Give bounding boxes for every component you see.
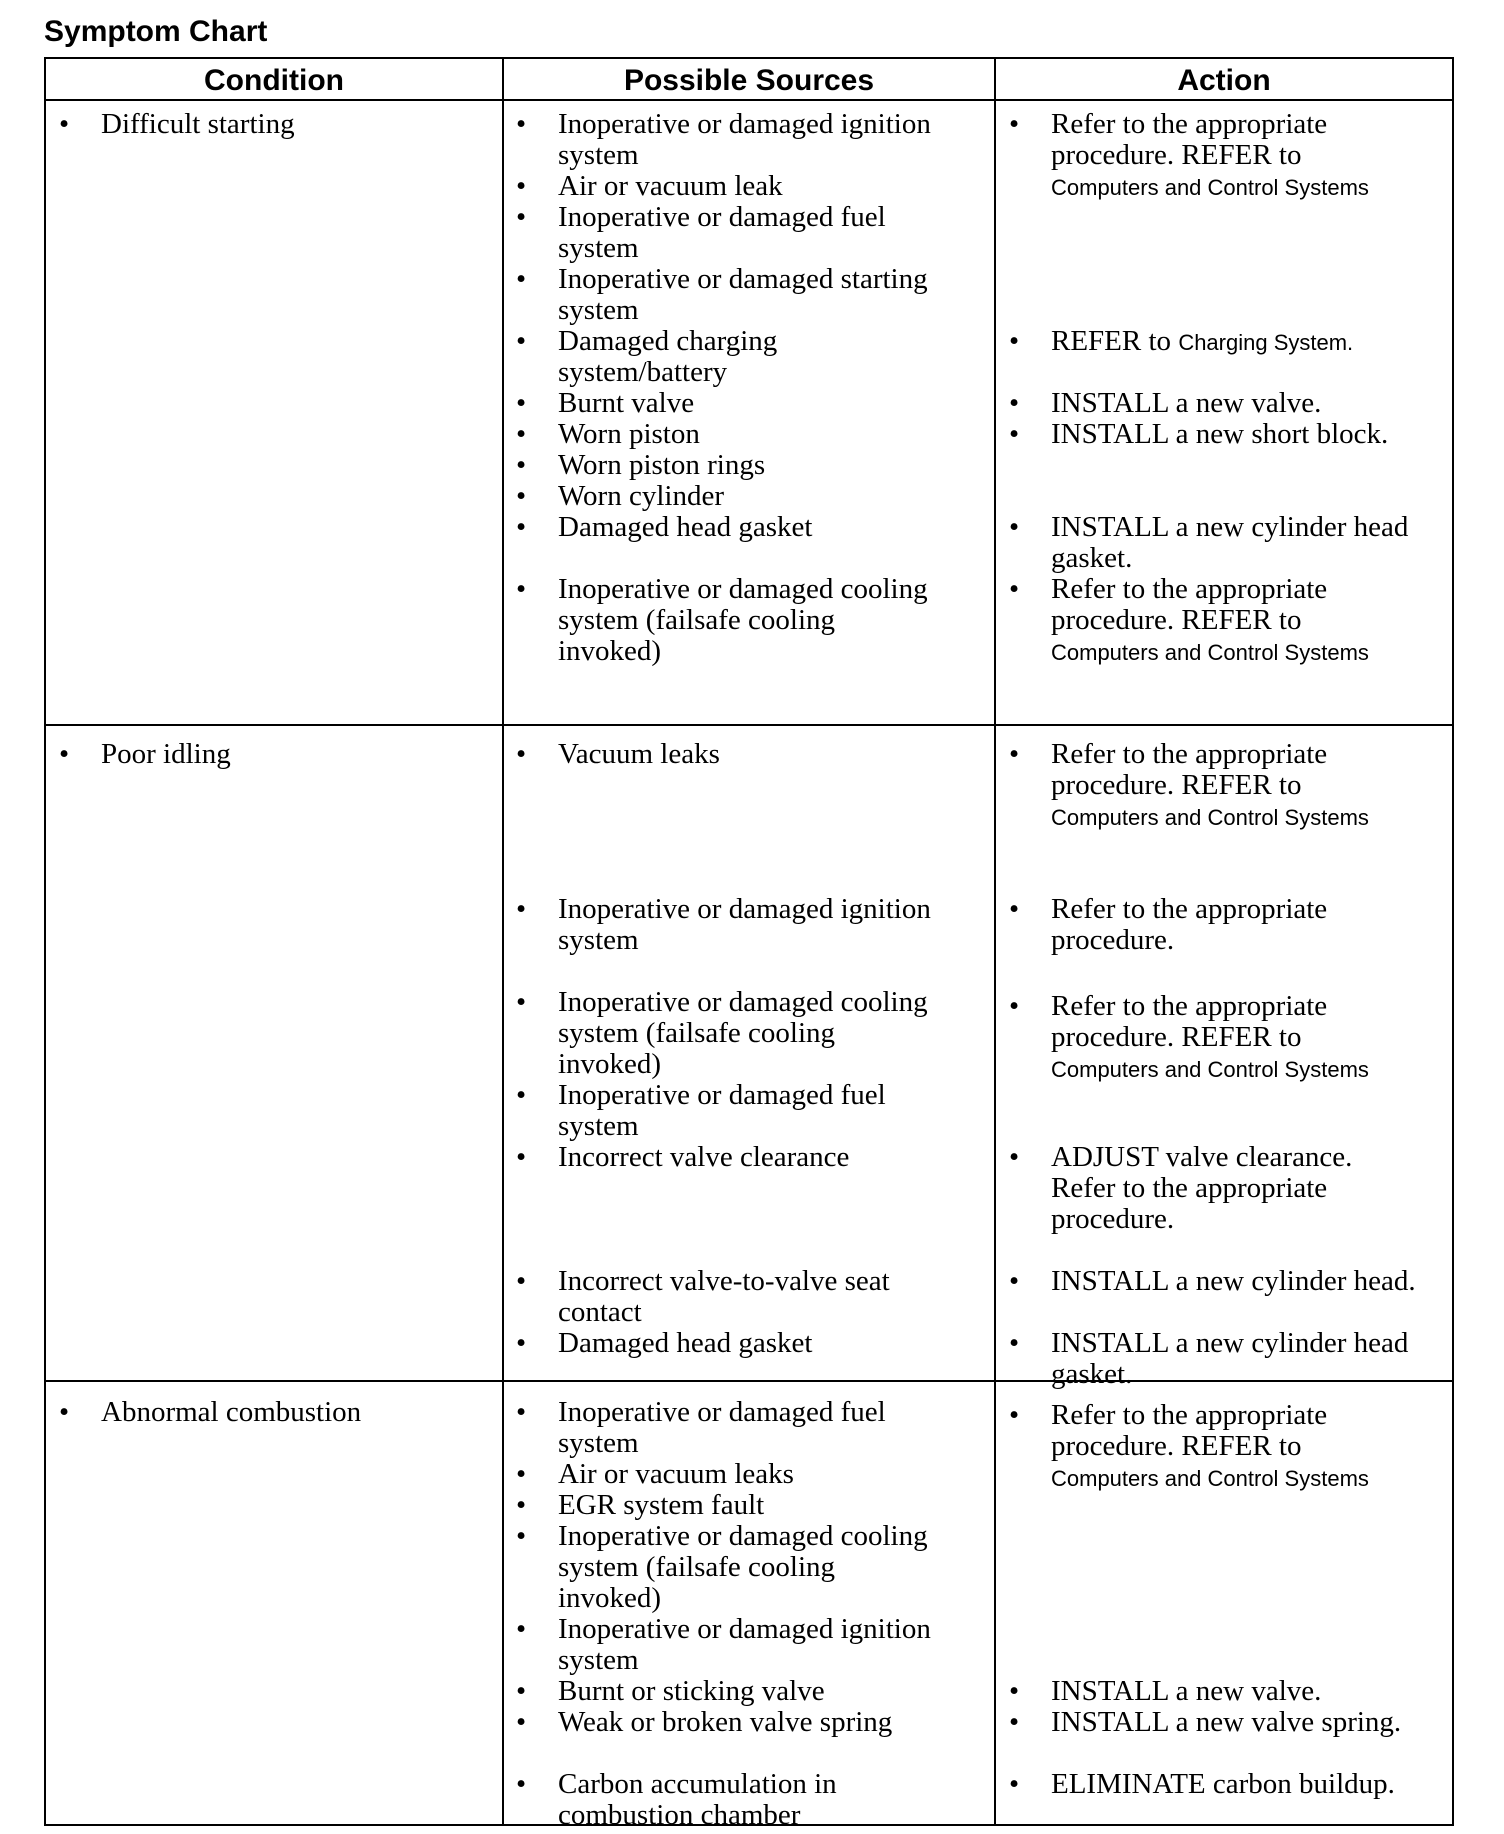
bullet-icon: •	[1009, 573, 1020, 605]
source-item	[516, 1142, 938, 1173]
source-item	[516, 326, 938, 388]
condition-cell	[59, 1397, 501, 1428]
source-item	[516, 171, 938, 202]
source-item	[516, 202, 938, 264]
bullet-icon: •	[1009, 1675, 1020, 1707]
action-item	[1009, 1328, 1421, 1390]
bullet-icon: •	[1009, 893, 1020, 925]
action-item	[1009, 1400, 1421, 1494]
bullet-icon: •	[516, 1265, 527, 1297]
action-text: INSTALL a new valve.	[1051, 387, 1322, 419]
condition-text: Poor idling	[101, 738, 231, 770]
bullet-icon: •	[516, 108, 527, 140]
bullet-icon: •	[1009, 990, 1020, 1022]
reference-link[interactable]: Computers and Control Systems	[1051, 640, 1369, 665]
reference-link[interactable]: Charging System.	[1178, 330, 1354, 355]
source-item	[516, 1490, 938, 1521]
action-text: INSTALL a new cylinder head.	[1051, 1265, 1416, 1297]
bullet-icon: •	[516, 1489, 527, 1521]
action-text: ADJUST valve clearance. Refer to the appropriate procedure.	[1051, 1141, 1353, 1235]
action-item	[1009, 1676, 1421, 1707]
source-item	[516, 512, 938, 543]
source-text: Incorrect valve clearance	[558, 1141, 850, 1173]
bullet-icon: •	[516, 480, 527, 512]
bullet-icon: •	[516, 511, 527, 543]
source-text: Inoperative or damaged fuel system	[558, 1079, 886, 1142]
source-item	[516, 481, 938, 512]
source-item	[516, 1769, 918, 1831]
action-text: INSTALL a new valve.	[1051, 1675, 1322, 1707]
bullet-icon: •	[516, 1706, 527, 1738]
action-text: INSTALL a new cylinder head gasket.	[1051, 1327, 1409, 1390]
bullet-icon: •	[516, 449, 527, 481]
condition-text: Abnormal combustion	[101, 1396, 362, 1428]
action-text: ELIMINATE carbon buildup.	[1051, 1768, 1395, 1800]
source-text: Inoperative or damaged cooling system (failsafe cooling invoked)	[558, 986, 928, 1080]
bullet-icon: •	[1009, 1265, 1020, 1297]
source-item	[516, 894, 938, 956]
source-text: Inoperative or damaged fuel system	[558, 201, 886, 264]
action-text: Refer to the appropriate procedure. REFER to	[1051, 108, 1328, 171]
source-item	[516, 450, 938, 481]
bullet-icon: •	[516, 325, 527, 357]
bullet-icon: •	[516, 893, 527, 925]
source-text: Burnt or sticking valve	[558, 1675, 825, 1707]
source-item	[516, 264, 938, 326]
source-text: Damaged head gasket	[558, 511, 813, 543]
condition-cell	[59, 739, 501, 770]
action-text: Refer to the appropriate procedure. REFER to	[1051, 990, 1328, 1053]
reference-link[interactable]: Computers and Control Systems	[1051, 1057, 1369, 1082]
source-item	[516, 1397, 938, 1459]
action-text: Refer to the appropriate procedure.	[1051, 893, 1328, 956]
bullet-icon: •	[516, 1327, 527, 1359]
bullet-icon: •	[1009, 1768, 1020, 1800]
bullet-icon: •	[1009, 511, 1020, 543]
source-text: Vacuum leaks	[558, 738, 720, 770]
source-text: Inoperative or damaged starting system	[558, 263, 928, 326]
source-text: Burnt valve	[558, 387, 695, 419]
source-text: Worn piston rings	[558, 449, 766, 481]
source-item	[516, 987, 938, 1080]
column-header-condition: Condition	[204, 64, 344, 97]
action-item	[1009, 388, 1421, 419]
bullet-icon: •	[1009, 1327, 1020, 1359]
page-title: Symptom Chart	[44, 15, 268, 48]
source-text: Carbon accumulation in combustion chamber	[558, 1768, 837, 1831]
source-item	[516, 1459, 938, 1490]
action-item	[1009, 1266, 1421, 1297]
action-item	[1009, 894, 1421, 956]
source-text: Worn piston	[558, 418, 700, 450]
source-item	[516, 1707, 958, 1738]
action-item	[1009, 574, 1421, 668]
condition-cell	[59, 109, 501, 140]
action-item	[1009, 326, 1421, 358]
source-item	[516, 1080, 938, 1142]
bullet-icon: •	[1009, 387, 1020, 419]
bullet-icon: •	[1009, 325, 1020, 357]
bullet-icon: •	[516, 1675, 527, 1707]
bullet-icon: •	[1009, 1141, 1020, 1173]
action-text: Refer to the appropriate procedure. REFER to	[1051, 1399, 1328, 1462]
action-item	[1009, 512, 1421, 574]
column-header-sources: Possible Sources	[623, 64, 875, 97]
action-text: REFER to	[1051, 325, 1172, 357]
source-text: Air or vacuum leaks	[558, 1458, 794, 1490]
column-divider	[994, 59, 996, 1824]
bullet-icon: •	[516, 1520, 527, 1552]
bullet-icon: •	[516, 738, 527, 770]
source-item	[516, 1676, 938, 1707]
bullet-icon: •	[516, 418, 527, 450]
source-text: Damaged charging system/battery	[558, 325, 778, 388]
bullet-icon: •	[59, 108, 70, 140]
bullet-icon: •	[516, 1396, 527, 1428]
bullet-icon: •	[516, 170, 527, 202]
source-item	[516, 419, 938, 450]
source-text: Air or vacuum leak	[558, 170, 783, 202]
reference-link[interactable]: Computers and Control Systems	[1051, 1466, 1369, 1491]
bullet-icon: •	[516, 1768, 527, 1800]
action-item	[1009, 991, 1421, 1085]
bullet-icon: •	[516, 1458, 527, 1490]
action-text: Refer to the appropriate procedure. REFER to	[1051, 573, 1328, 636]
source-text: Damaged head gasket	[558, 1327, 813, 1359]
bullet-icon: •	[1009, 1399, 1020, 1431]
bullet-icon: •	[516, 1079, 527, 1111]
action-item	[1009, 419, 1451, 450]
action-item	[1009, 739, 1421, 833]
source-text: Inoperative or damaged ignition system	[558, 108, 931, 171]
source-text: Inoperative or damaged cooling system (failsafe cooling invoked)	[558, 1520, 928, 1614]
action-item	[1009, 1769, 1451, 1800]
source-text: Incorrect valve-to-valve seat contact	[558, 1265, 890, 1328]
source-text: Inoperative or damaged ignition system	[558, 893, 931, 956]
bullet-icon: •	[1009, 108, 1020, 140]
source-text: Inoperative or damaged fuel system	[558, 1396, 886, 1459]
symptom-table	[44, 57, 1454, 1831]
condition-text: Difficult starting	[101, 108, 295, 140]
action-text: INSTALL a new short block.	[1051, 418, 1389, 450]
row-divider	[46, 724, 1452, 726]
bullet-icon: •	[516, 387, 527, 419]
bullet-icon: •	[516, 201, 527, 233]
source-item	[516, 1521, 938, 1614]
bullet-icon: •	[1009, 418, 1020, 450]
action-item	[1009, 1142, 1421, 1235]
bullet-icon: •	[516, 1613, 527, 1645]
source-item	[516, 1614, 938, 1676]
source-item	[516, 1328, 938, 1359]
source-item	[516, 1266, 948, 1328]
source-item	[516, 109, 938, 171]
source-text: Inoperative or damaged ignition system	[558, 1613, 931, 1676]
source-text: Inoperative or damaged cooling system (failsafe cooling invoked)	[558, 573, 928, 667]
bullet-icon: •	[516, 1141, 527, 1173]
action-text: Refer to the appropriate procedure. REFER to	[1051, 738, 1328, 801]
column-divider	[502, 59, 504, 1824]
source-item	[516, 388, 938, 419]
bullet-icon: •	[59, 738, 70, 770]
source-item	[516, 739, 938, 770]
bullet-icon: •	[516, 573, 527, 605]
source-text: Worn cylinder	[558, 480, 724, 512]
reference-link[interactable]: Computers and Control Systems	[1051, 805, 1369, 830]
bullet-icon: •	[516, 263, 527, 295]
bullet-icon: •	[516, 986, 527, 1018]
bullet-icon: •	[59, 1396, 70, 1428]
source-text: Weak or broken valve spring	[558, 1706, 893, 1738]
source-text: EGR system fault	[558, 1489, 765, 1521]
action-text: INSTALL a new cylinder head gasket.	[1051, 511, 1409, 574]
reference-link[interactable]: Computers and Control Systems	[1051, 175, 1369, 200]
column-header-action: Action	[1177, 64, 1271, 97]
action-item	[1009, 1707, 1421, 1738]
action-text: INSTALL a new valve spring.	[1051, 1706, 1402, 1738]
source-item	[516, 574, 938, 667]
bullet-icon: •	[1009, 738, 1020, 770]
bullet-icon: •	[1009, 1706, 1020, 1738]
action-item	[1009, 109, 1421, 203]
